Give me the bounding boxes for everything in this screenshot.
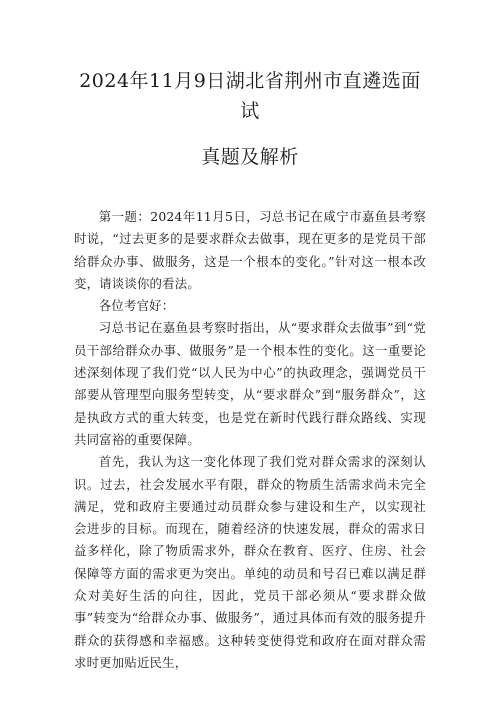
document-body <box>74 206 426 674</box>
document-title-line2: 真题及解析 <box>201 146 299 168</box>
greeting-paragraph: 各位考官好： <box>98 298 175 314</box>
document-title-line1: 2024年11月9日湖北省荆州市直遴选面试 <box>79 70 421 122</box>
question-paragraph: 第一题：2024年11月5日，习总书记在咸宁市嘉鱼县考察时说，“过去更多的是要求群众去做事，现在更多的是党员干部给群众办事、做服务，这是一个根本的变化。”针对这一根本改变，请谈谈你的看法。 <box>74 209 426 291</box>
answer-intro-paragraph: 习总书记在嘉鱼县考察时指出，从“要求群众去做事”到“党员干部给群众办事、做服务”是一个根本性的变化。这一重要论述深刻体现了我们党“以人民为中心”的执政理念，强调党员干部要从管理型向服务型转变，从“要求群众”到“服务群众”，这是执政方式的重大转变，也是党在新时代践行群众路线、实现共同富裕的重要保障。 <box>74 320 426 447</box>
answer-first-point-paragraph: 首先，我认为这一变化体现了我们党对群众需求的深刻认识。过去，社会发展水平有限，群众的物质生活需求尚未完全满足，党和政府主要通过动员群众参与建设和生产，以实现社会进步的目标。而现在，随着经济的快速发展，群众的需求日益多样化，除了物质需求外，群众在教育、医疗、住房、社会保障等方面的需求更为突出。单纯的动员和号召已难以满足群众对美好生活的向往，因此，党员干部必须从“要求群众做事”转变为“给群众办事、做服务”，通过具体而有效的服务提升群众的获得感和幸福感。这种转变使得党和政府在面对群众需求时更加贴近民生， <box>74 454 426 670</box>
